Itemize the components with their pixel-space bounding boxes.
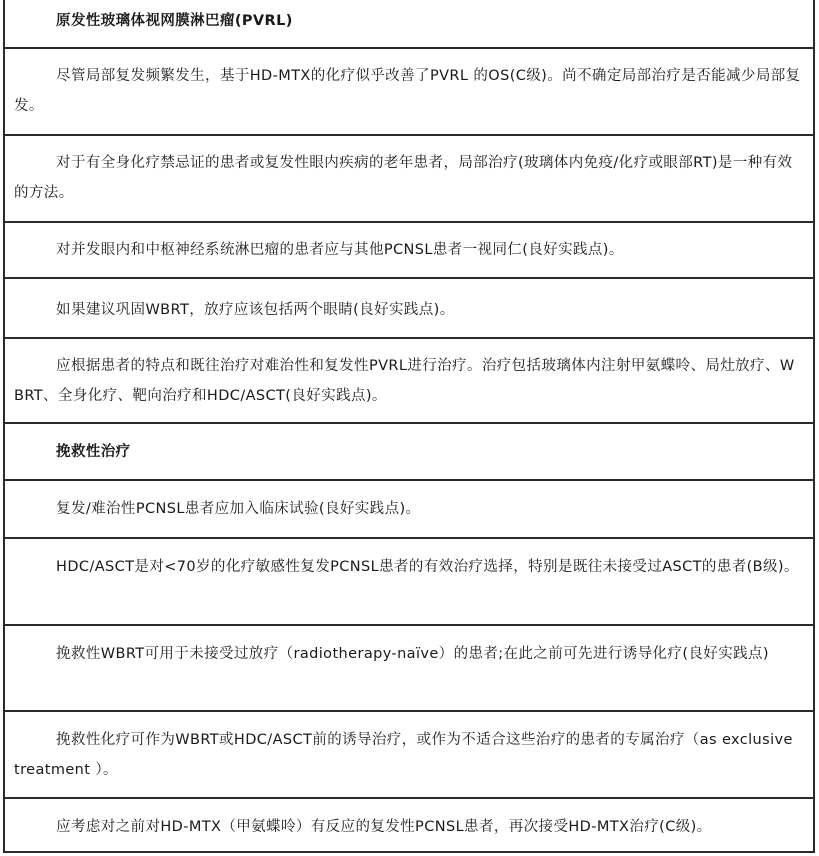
row-text: 挽救性治疗 [56, 444, 131, 460]
row-text: 对于有全身化疗禁忌证的患者或复发性眼内疾病的老年患者，局部治疗(玻璃体内免疫/化疗或眼部RT)是一种有效的方法。 [14, 155, 793, 201]
row-text: 应根据患者的特点和既往治疗对难治性和复发性PVRL进行治疗。治疗包括玻璃体内注射甲氨蝶呤、局灶放疗、WBRT、全身化疗、靶向治疗和HDC/ASCT(良好实践点)。 [14, 358, 795, 404]
table-row [5, 47, 813, 134]
row-text: 应考虑对之前对HD-MTX（甲氨蝶呤）有反应的复发性PCNSL患者，再次接受HD-MTX治疗(C级)。 [56, 819, 712, 835]
table-row [5, 337, 813, 422]
row-text: 尽管局部复发频繁发生，基于HD-MTX的化疗似乎改善了PVRL 的OS(C级)。尚不确定局部治疗是否能减少局部复发。 [14, 68, 801, 114]
table-row [5, 134, 813, 221]
row-text: 复发/难治性PCNSL患者应加入临床试验(良好实践点)。 [56, 501, 421, 517]
section-heading-salvage [5, 422, 813, 479]
row-text: 对并发眼内和中枢神经系统淋巴瘤的患者应与其他PCNSL患者一视同仁(良好实践点)。 [56, 242, 624, 258]
row-text: HDC/ASCT是对<70岁的化疗敏感性复发PCNSL患者的有效治疗选择，特别是既往未接受过ASCT的患者(B级)。 [56, 559, 799, 575]
row-text: 如果建议巩固WBRT，放疗应该包括两个眼睛(良好实践点)。 [56, 302, 455, 318]
table-row [5, 624, 813, 710]
table-row [5, 710, 813, 797]
table-row [5, 797, 813, 853]
table-row [5, 221, 813, 277]
row-text: 挽救性化疗可作为WBRT或HDC/ASCT前的诱导治疗，或作为不适合这些治疗的患者的专属治疗（as exclusive treatment ）。 [14, 732, 793, 778]
guideline-table [3, 0, 815, 853]
section-heading-pvrl [5, 0, 813, 47]
table-row [5, 479, 813, 537]
row-text: 挽救性WBRT可用于未接受过放疗（radiotherapy-naïve）的患者;在此之前可先进行诱导化疗(良好实践点) [56, 646, 769, 662]
table-row [5, 277, 813, 337]
row-text: 原发性玻璃体视网膜淋巴瘤(PVRL) [56, 13, 293, 29]
table-row [5, 537, 813, 624]
